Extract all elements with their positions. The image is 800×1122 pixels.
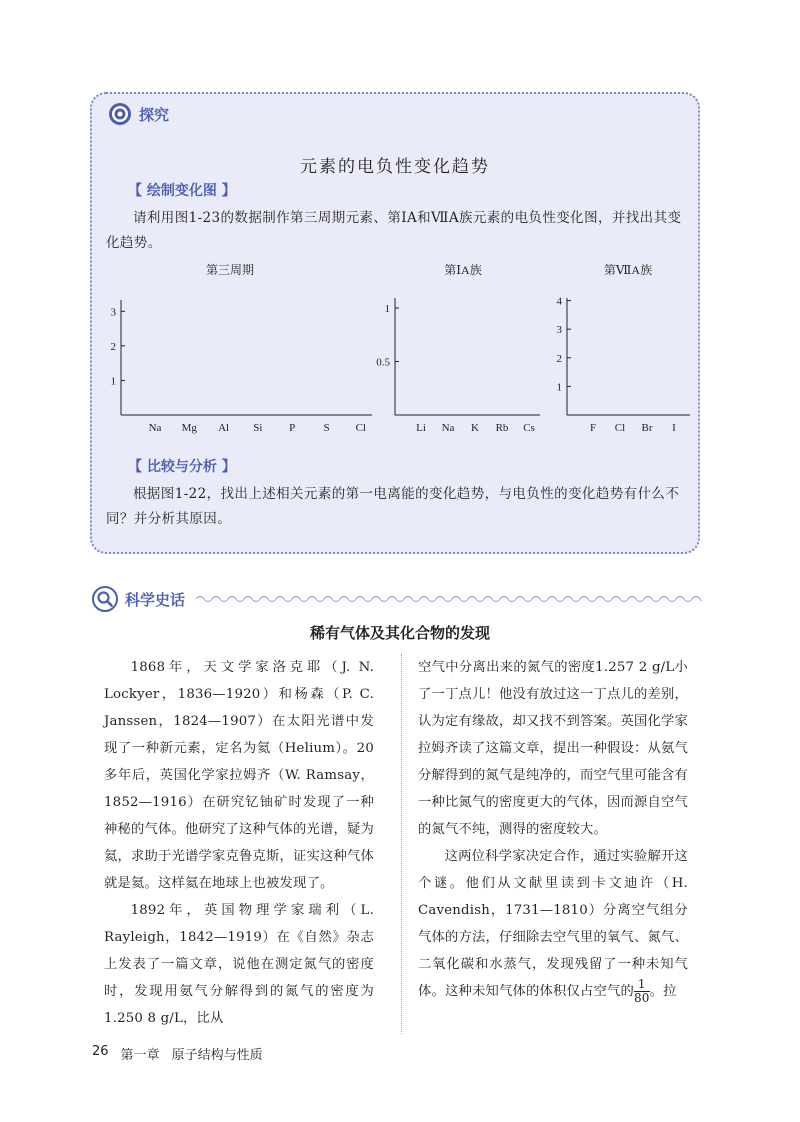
chart-title: 第三周期	[205, 263, 255, 277]
y-tick-label: 2	[556, 352, 562, 365]
paragraph: 空气中分离出来的氮气的密度1.257 2 g/L小了一丁点儿！他没有放过这一丁点儿的差别，认为定有缘故，却又找不到答案。英国化学家拉姆齐读了这篇文章，提出一种假设：从氨气分解得到的氮气是纯净的，而空气里可能含有一种比氮气的密度更大的气体，因而源自空气的氮气不纯，测得的密度较大。	[418, 660, 688, 837]
electronegativity-charts	[0, 0, 800, 560]
x-tick-label: I	[672, 422, 676, 434]
explore-title: 元素的电负性变化趋势	[300, 157, 490, 177]
paragraph	[418, 843, 688, 1005]
paragraph-text: 这两位科学家决定合作，通过实验解开这个谜。他们从文献里读到卡文迪许（H. Cavendish，1731—1810）分离空气组分气体的方法，仔细除去空气里的氧气、氮气、二氧化碳和水蒸气，发现残留了一种未知气体。这种未知气体的体积仅占空气的	[418, 849, 688, 999]
x-tick-label: F	[589, 422, 597, 434]
chapter-label: 第一章	[120, 1048, 160, 1063]
y-tick-label: 2	[110, 340, 116, 353]
paragraph-text: 。拉	[649, 984, 677, 999]
x-tick-label: Mg	[181, 422, 197, 434]
fraction	[634, 978, 650, 1005]
x-tick-label: P	[289, 422, 296, 434]
column-divider	[401, 654, 402, 1034]
wave-divider	[196, 592, 702, 606]
x-tick-label: S	[323, 422, 330, 434]
magnifier-icon	[92, 586, 118, 612]
y-tick-label: 1	[556, 381, 562, 394]
x-tick-label: Si	[253, 422, 263, 434]
explore-label: 探究	[139, 105, 170, 124]
chart-title: 第ⅠA族	[444, 263, 482, 277]
y-tick-label: 3	[556, 324, 562, 337]
x-tick-label: Cl	[355, 422, 367, 434]
paragraph: 1868年，天文学家洛克耶（J. N. Lockyer，1836—1920）和杨森（P. C. Janssen，1824—1907）在太阳光谱中发现了一种新元素，定名为氦（Helium）。20多年后，英国化学家拉姆齐（W. Ramsay，1852—1916）在研究钇铀矿时发现了一种神秘的气体。他研究了这种气体的光谱，疑为氦，求助于光谱学家克鲁克斯，证实这种气体就是氦。这样氦在地球上也被发现了。	[104, 660, 374, 891]
compare-heading: 【 比较与分析 】	[128, 459, 236, 475]
chapter-title: 原子结构与性质	[171, 1048, 263, 1063]
x-tick-label: Al	[218, 422, 230, 434]
x-tick-label: Cs	[523, 422, 535, 434]
page-number: 26	[92, 1044, 109, 1059]
x-tick-label: Na	[441, 422, 455, 434]
x-tick-label: K	[471, 422, 479, 434]
fraction-numerator: 1	[634, 978, 650, 992]
article-title: 稀有气体及其化合物的发现	[309, 624, 490, 642]
compare-text: 根据图1-22，找出上述相关元素的第一电离能的变化趋势，与电负性的变化趋势有什么不同？并分析其原因。	[106, 486, 680, 527]
x-tick-label: Na	[148, 422, 162, 434]
paragraph: 1892年，英国物理学家瑞利（L. Rayleigh，1842—1919）在《自然》杂志上发表了一篇文章，说他在测定氮气的密度时，发现用氨气分解得到的氮气的密度为1.250 8 g/L，比从	[104, 903, 374, 1026]
y-tick-label: 0.5	[376, 356, 390, 369]
x-tick-label: Br	[641, 422, 653, 434]
y-tick-label: 1	[110, 375, 116, 388]
y-tick-label: 3	[110, 306, 116, 319]
y-tick-label: 1	[384, 303, 390, 316]
fraction-denominator: 80	[633, 991, 650, 1005]
draw-heading: 【 绘制变化图 】	[128, 183, 236, 199]
science-history-label: 科学史话	[125, 590, 186, 609]
chart-title: 第ⅦA族	[603, 263, 653, 277]
x-tick-label: Rb	[495, 422, 509, 434]
right-column	[418, 654, 688, 1005]
left-column	[104, 654, 374, 1032]
draw-text: 请利用图1-23的数据制作第三周期元素、第ⅠA和ⅦA族元素的电负性变化图，并找出其变化趋势。	[106, 210, 682, 251]
science-history-header	[92, 586, 185, 612]
y-tick-label: 4	[556, 295, 562, 308]
x-tick-label: Li	[416, 422, 426, 434]
x-tick-label: Cl	[614, 422, 626, 434]
page-footer	[92, 1044, 263, 1063]
